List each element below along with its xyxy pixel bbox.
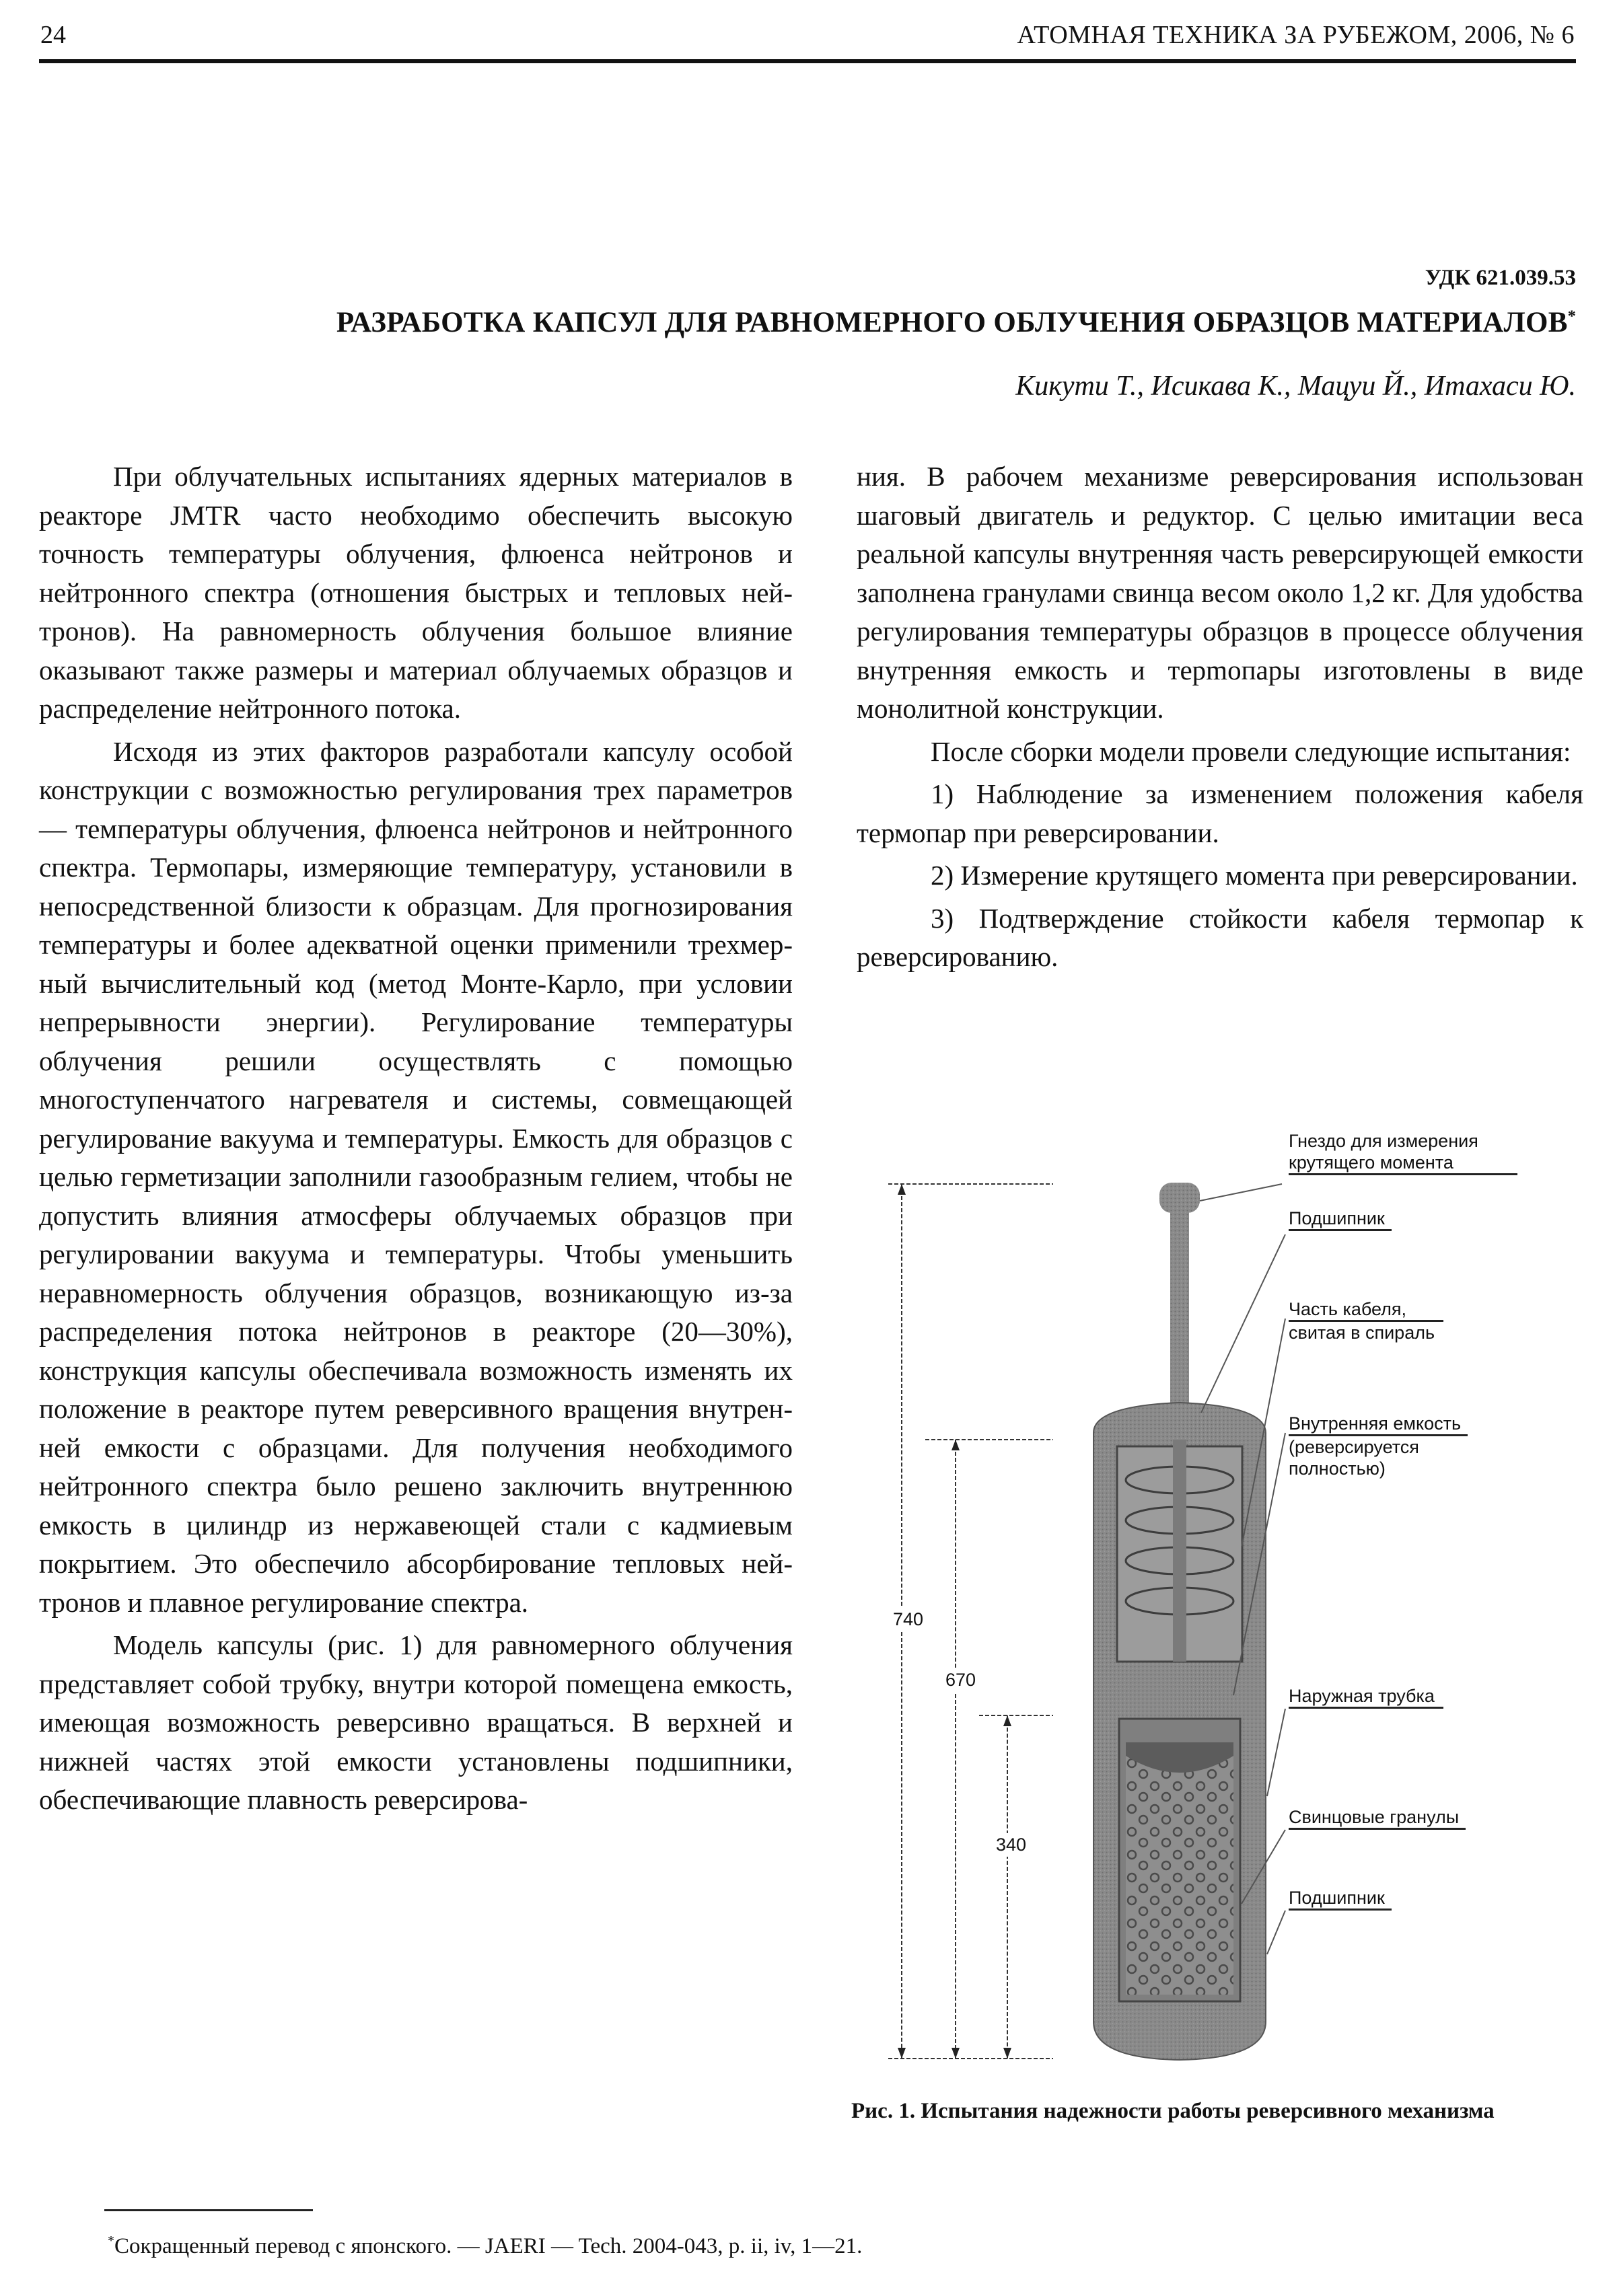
label-inner-container: Внутренняя емкость (реверсируется полностью) <box>1289 1413 1468 1479</box>
label-bearing-top: Подшипник <box>1289 1208 1392 1231</box>
test-item: 3) Подтверждение стойкости кабеля термопар к реверсированию. <box>857 902 1583 972</box>
lead-granules-fill <box>1126 1756 1233 1995</box>
label-cable-spiral: Часть кабеля, свитая в спираль <box>1289 1298 1443 1343</box>
footnote <box>108 2233 862 2259</box>
left-column <box>39 457 793 1824</box>
right-column <box>857 457 1583 981</box>
label-bearing-bottom: Подшипник <box>1289 1887 1392 1911</box>
dimension-total: 740 <box>893 1608 923 1631</box>
page-number: 24 <box>40 21 66 49</box>
dimension-middle: 670 <box>945 1668 976 1692</box>
label-outer-tube: Наружная трубка <box>1289 1685 1443 1709</box>
label-torque-socket: Гнездо для измерения крутящего момента <box>1289 1130 1517 1175</box>
udk-code: УДК 621.039.53 <box>1425 266 1576 290</box>
dimension-lower: 340 <box>996 1833 1026 1857</box>
paragraph: После сборки модели провели следующие испытания: <box>931 735 1571 767</box>
test-item: 2) Измерение крутящего момента при реверсировании. <box>931 860 1578 891</box>
test-item: 1) Наблюдение за изменением положения кабеля термопар при реверсировании. <box>857 778 1583 848</box>
shaft <box>1170 1211 1189 1413</box>
footnote-marker: * <box>1567 307 1576 326</box>
article-title-text: РАЗРАБОТКА КАПСУЛ ДЛЯ РАВНОМЕРНОГО ОБЛУЧЕНИЯ ОБРАЗЦОВ МАТЕРИАЛОВ <box>336 307 1568 338</box>
capsule-body <box>1093 1183 1266 2060</box>
header-rule <box>39 59 1576 63</box>
capsule-diagram <box>851 1117 1591 2085</box>
paragraph: При облучательных испытаниях ядерных материалов в реакторе JMTR часто необходимо обеспечить высокую точность температуры облучения, флюенса нейтронов и нейтронного спектра (отношения быстрых и тепловых нейтронов). На равномерность облучения большое влияние оказывают также размеры и материал облучаемых образцов и распределение нейтронного потока. <box>39 461 793 724</box>
paragraph: Исходя из этих факторов разработали капсулу особой конструкции с возможностью регулирования трех параметров — температуры облучения, флюенса нейтронов и нейтронного спектра. Термопары, измеряющие температуру, установили в непосредственной близости к образцам. Для прогнозирования температуры и более адекватной оценки применили трехмерный вычислительный код (метод Монте-Карло, при условии непрерывности энергии). Регулирование температуры облучения решили осуществлять с помощью многоступенчатого нагревателя и системы, совмещающей регулирование вакуума и температуры. Емкость для образцов с целью герметизации заполнили газообразным гелием, чтобы не допустить влияния атмосферы облучаемых образцов при регулировании вакуума и температуры. Чтобы уменьшить неравномерность облучения образцов, возникающую из-за распределения потока нейтронов в реакторе (20—30%), конструкция капсулы обеспечивала возможность изменять их положение в реакторе путем реверсивного вращения внутренней емкости с образцами. Для получения необходимого нейтронного спектра было решено заключить внутреннюю емкость в цилиндр из нержавеющей стали с кадмиевым покрытием. Это обеспечило абсорбирование тепловых нейтронов и плавное регулирование спектра. <box>39 735 793 1618</box>
journal-title: АТОМНАЯ ТЕХНИКА ЗА РУБЕЖОМ, 2006, № 6 <box>1017 21 1575 49</box>
torque-socket-head <box>1159 1183 1200 1213</box>
article-authors: Кикути Т., Исикава К., Мацуи Й., Итахаси Ю. <box>1015 371 1576 402</box>
paragraph: Модель капсулы (рис. 1) для равномерного облучения представляет собой трубку, внутри которой помещена емкость, имеющая возможность реверсивно вращаться. В верхней и нижней частях этой емкости установлены подшипники, обеспечивающие плавность реверсирова- <box>39 1629 793 1815</box>
paragraph: ния. В рабочем механизме реверсирования использован шаговый двигатель и редуктор. С целью имитации веса реальной капсулы внутренняя часть реверсирующей емкости заполнена гранулами свинца весом около 1,2 кг. Для удобства регулирования температуры образцов в процессе облучения внутренняя емкость и терmопары изготовлены в виде монолитной конструкции. <box>857 461 1583 724</box>
figure-caption: Рис. 1. Испытания надежности работы реверсивного механизма <box>851 2099 1495 2123</box>
footnote-text: Сокращенный перевод с японского. — JAERI — Tech. 2004-043, p. ii, iv, 1—21. <box>114 2234 863 2258</box>
footnote-rule <box>104 2209 313 2211</box>
article-title <box>101 306 1576 339</box>
label-lead-granules: Свинцовые гранулы <box>1289 1806 1466 1830</box>
figure-capsule <box>851 1117 1591 2085</box>
footnote-mark: * <box>108 2233 114 2248</box>
